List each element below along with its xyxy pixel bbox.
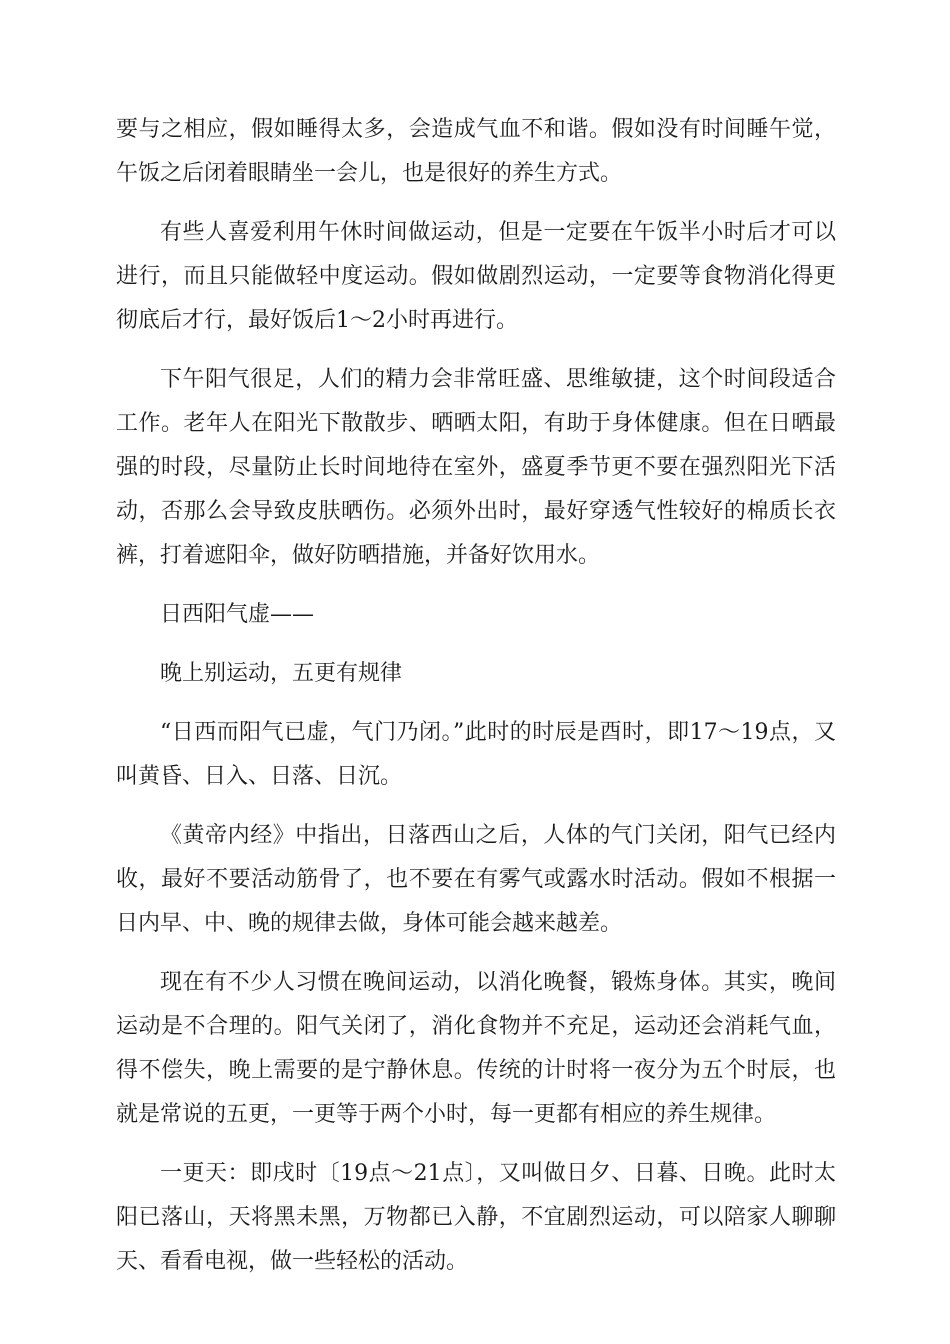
paragraph-first-watch: 一更天：即戌时〔19点～21点〕，又叫做日夕、日暮、日晚。此时太阳已落山，天将黑未黑，万物都已入静，不宜剧烈运动，可以陪家人聊聊天、看看电视，做一些轻松的活动。 [116,1161,836,1274]
document-body [116,108,836,1299]
section-heading-sunset: 日西阳气虚—— [160,602,315,627]
paragraph-huangdi-neijing: 《黄帝内经》中指出，日落西山之后，人体的气门关闭，阳气已经内收，最好不要活动筋骨了，也不要在有雾气或露水时活动。假如不根据一日内早、中、晚的规律去做，身体可能会越来越差。 [116,823,836,936]
paragraph-evening-exercise: 现在有不少人习惯在晚间运动，以消化晚餐，锻炼身体。其实，晚间运动是不合理的。阳气关闭了，消化食物并不充足，运动还会消耗气血，得不偿失，晚上需要的是宁静休息。传统的计时将一夜分为五个时辰，也就是常说的五更，一更等于两个小时，每一更都有相应的养生规律。 [116,970,836,1127]
paragraph-you-hour: “日西而阳气已虚，气门乃闭。”此时的时辰是酉时，即17～19点，又叫黄昏、日入、日落、日沉。 [116,720,836,789]
paragraph-noon-exercise: 有些人喜爱利用午休时间做运动，但是一定要在午饭半小时后才可以进行，而且只能做轻中度运动。假如做剧烈运动，一定要等食物消化得更彻底后才行，最好饭后1～2小时再进行。 [116,220,836,333]
paragraph-afternoon-yang: 下午阳气很足，人们的精力会非常旺盛、思维敏捷，这个时间段适合工作。老年人在阳光下散散步、晒晒太阳，有助于身体健康。但在日晒最强的时段，尽量防止长时间地待在室外，盛夏季节更不要在强烈阳光下活动，否那么会导致皮肤晒伤。必须外出时，最好穿透气性较好的棉质长衣裤，打着遮阳伞，做好防晒措施，并备好饮用水。 [116,367,836,568]
section-subheading-evening: 晚上别运动，五更有规律 [160,661,403,686]
paragraph-nap-continuation: 要与之相应，假如睡得太多，会造成气血不和谐。假如没有时间睡午觉，午饭之后闭着眼睛坐一会儿，也是很好的养生方式。 [116,117,836,186]
